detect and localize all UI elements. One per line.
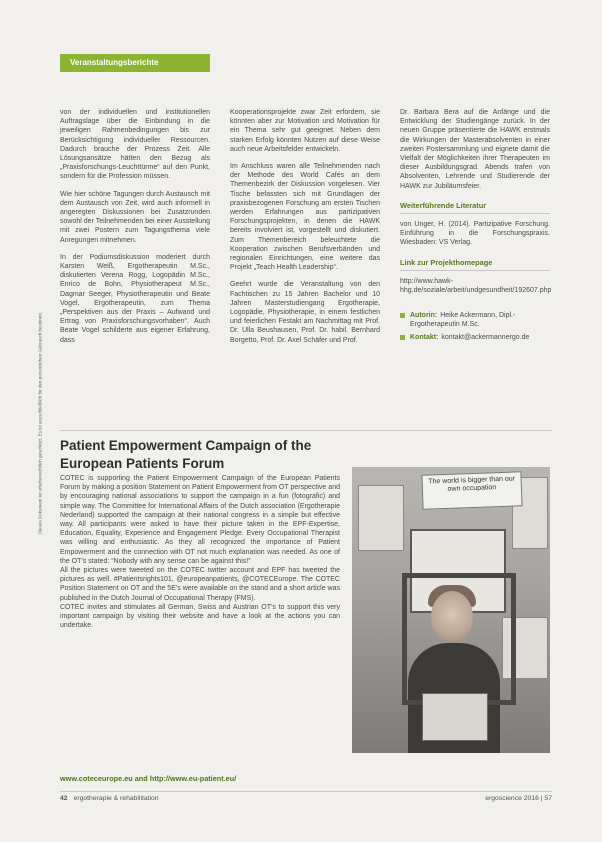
article-title: Patient Empowerment Campaign of the European Patients Forum	[60, 438, 312, 471]
col1-paragraph-3: In der Podiumsdiskussion moderiert durch Karsten Weiß, Ergotherapeutin M.Sc., diskutierten Verena Rogg, Logopädin M.Sc., Enrico de Bohn, Physiotherapeut M.Sc., Dagmar Seeger, Physiotherapeutin und Beate Vogel, Ergotherapeutin, zum Thema „Perspektiven aus der Praxis – Aufwand und Ertrag von Praxisforschungsvorhaben“. Auch Beate Vogel schilderte aus eigener Erfahrung, dass	[60, 253, 210, 344]
col1-paragraph-2: Wie hier schöne Tagungen durch Austausch mit dem Austausch von Zeit, wird auch informell in angeregten Diskussionen bei Zusatzrunden sowohl der Teilnehmenden bei einer Ausstellung mit zwei Postern zum Tagungsthema viele Anregungen mitnehmen.	[60, 190, 210, 244]
section-tab: Veranstaltungsberichte	[60, 54, 210, 72]
photo-frame-prop	[402, 573, 516, 705]
contact-label: Kontakt:	[410, 333, 439, 341]
footer-left	[60, 795, 159, 802]
col1-paragraph-1: von der individuellen und institutionellen Auftragslage über die Einbindung in die jeweiligen Rahmenbedingungen bis zur Berücksichtigung individueller Ressourcen. Dadurch brauche der Prozess Zeit. Alle Lösungsansätze hätten den Bezug als „Praxisforschungs-Leuchttürme“ auf den Punkt, sondern für die Profession müssen.	[60, 109, 210, 181]
contact-email[interactable]: kontakt@ackermannergo.de	[441, 333, 530, 341]
contact-row	[400, 333, 550, 342]
literature-text: von Unger, H. (2014). Partizipative Forschung. Einführung in die Forschungspraxis. Wiesbaden: VS Verlag.	[400, 221, 550, 247]
col3-intro: Dr. Barbara Bera auf die Anfänge und die Entwicklung der Studiengänge zurück. In der neuen Gruppe präsentierte die HAWK erstmals die Wirkungen der Masterabsolventen in einer zweiten Postersammlung und eignete damit die Vielfalt der Möglichkeiten ihrer Therapeuten im dieser Ausbildungsgrad. Abends trafen von Absolventen, Lehrende und Studierende der HAWK zur Jubiläumsfeier.	[400, 109, 550, 190]
project-link-heading: Link zur Projekthomepage	[400, 258, 550, 271]
column-3	[400, 108, 550, 345]
author-label: Autorin:	[410, 312, 438, 320]
footer-issue: ergoscience 2016 | 57	[485, 795, 552, 802]
author-facts	[400, 311, 550, 342]
col2-paragraph-2: Im Anschluss waren alle Teilnehmenden nach der Methode des World Cafés an dem Themenbezirk der Diskussion vorgelesen. Vier Tische befassten sich mit Grundlagen der praxisbezogenen Forschung am ersten Tischen werden Erfahrungen aus partizipativen Forschungsprojekten, in denen die HAWK bereits involviert ist, vorgestellt und diskutiert. Zum Themenbereich beleuchtete die Kooperation zwischen Berufsverbänden und regionalen Einrichtungen, eine weitere das Projekt „Teach Health Leadership“.	[230, 163, 380, 272]
event-photo	[352, 467, 550, 753]
project-link[interactable]: http://www.hawk-hhg.de/soziale/arbeit/undgesundheit/192607.php	[400, 277, 552, 295]
article-body	[60, 474, 340, 630]
literature-heading: Weiterführende Literatur	[400, 201, 550, 214]
section-divider	[60, 430, 552, 431]
bullet-square-icon	[400, 335, 405, 340]
author-row	[400, 311, 550, 329]
column-2	[230, 108, 380, 353]
journal-name: ergotherapie & rehabilitation	[73, 795, 159, 802]
held-paper	[422, 693, 488, 741]
page-number: 42	[60, 795, 68, 802]
article-links[interactable]: www.coteceurope.eu and http://www.eu-patient.eu/	[60, 774, 237, 783]
page-footer	[60, 791, 552, 802]
article-text: COTEC is supporting the Patient Empowerment Campaign of the European Patients Forum by making a position Statement on Patient Empowerment from OT perspective and by encouraging national associations to support the campaign in a fun (fotografic) and simple way. The Committee for International Affairs of the Dutch association (Ergotherapie Nederland) supported the campaign at their national congress in a simple but effective way. All participants were asked to have their picture taken in the EPF-Expertise, Education, Equality, Experience and Engagement Pledge. Every Occupational Therapist was willing and enthusiastic. As they all recognized the importance of Patient Empowerment and the connection with OT not much explanation was needed. As one of the OT’s stated: “Nobody with any sense can be against this!” All the pictures were tweeted on the COTEC twitter account and EPF has tweeted the pictures as well. #Patientsrights101, @europeanpatients, @COTECEurope. The COTEC Position Statement on OT and the 5E’s were available on the stand and a short article was published in the Dutch Journal of Occupational Therapy (FMS). COTEC invites and stimulates all German, Swiss and Austrian OT’s to support this very important campaign by visiting their website and have a look at the actions you can undertake.	[60, 475, 340, 630]
col2-paragraph-1: Kooperationsprojekte zwar Zeit erfordern, sie könnten aber zur Motivation und Motivation für ein Thema sehr gut geeignet. Neben dem starken Erfolg könnten Nutzen auf diese Weise auch neue Arbeitsfelder entwickeln.	[230, 109, 380, 153]
author-value: Heike Ackermann, Dipl.-Ergotherapeutin M.Sc.	[410, 312, 516, 329]
side-legal-text: Dieses Dokument ist urheberrechtlich geschützt. Es ist ausschließlich für den persönlichen Gebrauch bestimmt.	[37, 311, 43, 535]
column-1	[60, 108, 210, 353]
bullet-square-icon	[400, 313, 405, 318]
photo-poster	[358, 485, 404, 551]
col2-paragraph-3: Geehrt wurde die Veranstaltung von den Fachtischen zu 15 Jahren Bachelor und 10 Jahren Masterstudiengang Ergotherapie, Logopädie, Physiotherapie, in einem festlichen und feierlichen Festakt am Nachmittag mit Prof. Dr. Ulla Beushausen, Prof. Dr. habil. Bernhard Borgetto, Prof. Dr. Axel Schäfer und Prof.	[230, 281, 380, 344]
photo-sign: The world is bigger than our own occupation	[421, 471, 522, 509]
